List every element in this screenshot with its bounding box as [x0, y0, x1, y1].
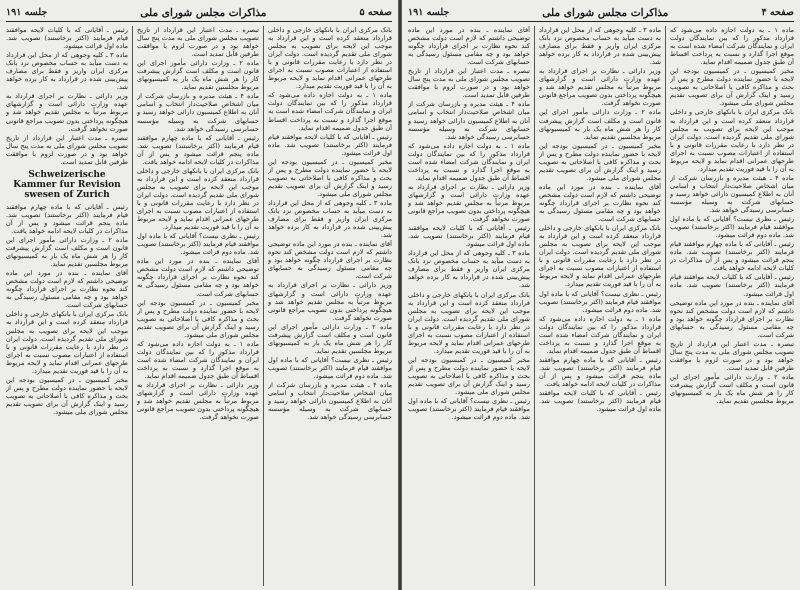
- paragraph: وزیر دارائی ـ نظارت بر اجرای قرارداد به عهده وزارت دارائی است و گزارشهای مربوط مرتباً به مجلس تقدیم خواهد شد و هیچگونه پرداختی بدون تصویب مراجع قانونی صورت نخواهد گرفت.: [539, 67, 661, 108]
- paragraph: رئیس ـ نظری نیست؟ آقایانی که با ماده اول موافقند قیام فرمایند (اکثر برخاستند) تصویب شد. ماده دوم قرائت میشود.: [539, 289, 661, 314]
- paragraph: آقای نماینده ـ بنده در مورد این ماده توضیحی داشتم که لازم است دولت مشخص کند نحوه نظارت بر اجرای قرارداد چگونه خواهد بود و چه مقامی مسئول رسیدگی به حسابهای شرکت است.: [670, 298, 794, 339]
- paragraph: رئیس ـ نظری نیست؟ آقایانی که با ماده اول موافقند قیام فرمایند (اکثر برخاستند) تصویب شد. ماده دوم قرائت میشود.: [137, 232, 259, 257]
- paragraph: وزیر دارائی ـ نظارت بر اجرای قرارداد به عهده وزارت دارائی است و گزارشهای مربوط مرتباً به مجلس تقدیم خواهد شد و هیچگونه پرداختی بدون تصویب مراجع قانونی صورت نخواهد گرفت.: [137, 381, 259, 422]
- paragraph: بانک مرکزی ایران با بانکهای خارجی و داخلی قرارداد منعقد کرده است و این قرارداد به موجب این لایحه برای تصویب به مجلس شورای ملی تقدیم گردیده است. دولت ایران در نظر دارد با رعایت مقررات قانونی و با استفاده از اعتبارات مصوب نسبت به اجرای طرحهای عمرانی اقدام نماید و لایحه مربوط به آن را با قید فوریت تقدیم میدارد.: [408, 290, 530, 355]
- paragraph: ماده ۳ ـ کلیه وجوهی که از محل این قرارداد به دست میآید به حساب مخصوص نزد بانک مرکزی ایران واریز و فقط برای مصارف پیش‌بینی شده در قرارداد به کار برده خواهد شد.: [6, 51, 128, 92]
- paragraph: ماده ۴ ـ هیئت مدیره و بازرسان شرکت از میان اشخاص صلاحیت‌دار انتخاب و اسامی آنان به اطلاع کمیسیون دارائی خواهد رسید و حسابهای شرکت به وسیله مؤسسه حسابرسی رسیدگی خواهد شد.: [137, 92, 259, 133]
- page-right: [402, 0, 800, 590]
- page-number: صفحه ۵: [359, 7, 392, 18]
- paragraph: ماده ۲ ـ وزارت دارائی مأمور اجرای این قانون است و مکلف است گزارش پیشرفت کار را هر شش ماه یک بار به کمیسیونهای مربوط مجلسین تقدیم نماید.: [268, 322, 392, 355]
- paragraph: ماده ۴ ـ هیئت مدیره و بازرسان شرکت از میان اشخاص صلاحیت‌دار انتخاب و اسامی آنان به اطلاع کمیسیون دارائی خواهد رسید و حسابهای شرکت به وسیله مؤسسه حسابرسی رسیدگی خواهد شد.: [670, 173, 794, 215]
- paragraph: رئیس ـ آقایانی که با کلیات لایحه موافقند قیام فرمایند (اکثر برخاستند) تصویب شد. ماده اول قرائت میشود.: [670, 273, 794, 298]
- page-number: صفحه ۴: [761, 7, 794, 18]
- paragraph: آقای نماینده ـ بنده در مورد این ماده توضیحی داشتم که لازم است دولت مشخص کند نحوه نظارت بر اجرای قرارداد چگونه خواهد بود و چه مقامی مسئول رسیدگی به حسابهای شرکت است.: [6, 269, 128, 310]
- column-rule: [132, 26, 133, 586]
- paragraph: بانک مرکزی ایران با بانکهای خارجی و داخلی قرارداد منعقد کرده است و این قرارداد به موجب این لایحه برای تصویب به مجلس شورای ملی تقدیم گردیده است. دولت ایران در نظر دارد با رعایت مقررات قانونی و با استفاده از اعتبارات مصوب نسبت به اجرای طرحهای عمرانی اقدام نماید و لایحه مربوط به آن را با قید فوریت تقدیم میدارد.: [6, 310, 128, 375]
- paragraph: بانک مرکزی ایران با بانکهای خارجی و داخلی قرارداد منعقد کرده است و این قرارداد به موجب این لایحه برای تصویب به مجلس شورای ملی تقدیم گردیده است. دولت ایران در نظر دارد با رعایت مقررات قانونی و با استفاده از اعتبارات مصوب نسبت به اجرای طرحهای عمرانی اقدام نماید و لایحه مربوط به آن را با قید فوریت تقدیم میدارد.: [539, 224, 661, 289]
- session-number: جلسه ۱۹۱: [6, 7, 48, 18]
- column-rule: [665, 26, 666, 586]
- paragraph: بانک مرکزی ایران با بانکهای خارجی و داخلی قرارداد منعقد کرده است و این قرارداد به موجب این لایحه برای تصویب به مجلس شورای ملی تقدیم گردیده است. دولت ایران در نظر دارد با رعایت مقررات قانونی و با استفاده از اعتبارات مصوب نسبت به اجرای طرحهای عمرانی اقدام نماید و لایحه مربوط به آن را با قید فوریت تقدیم میدارد.: [137, 166, 259, 232]
- paragraph: ماده ۳ ـ کلیه وجوهی که از محل این قرارداد به دست میآید به حساب مخصوص نزد بانک مرکزی ایران واریز و فقط برای مصارف پیش‌بینی شده در قرارداد به کار برده خواهد شد.: [539, 26, 661, 67]
- paragraph: مخبر کمیسیون ـ در کمیسیون بودجه این لایحه با حضور نماینده دولت مطرح و پس از بحث و مذاکره کافی با اصلاحاتی به تصویب رسید و اینک گزارش آن برای تصویب تقدیم مجلس شورای ملی میشود.: [408, 355, 530, 397]
- paragraph: ماده ۲ ـ وزارت دارائی مأمور اجرای این قانون است و مکلف است گزارش پیشرفت کار را هر شش ماه یک بار به کمیسیونهای مربوط مجلسین تقدیم نماید.: [6, 235, 128, 269]
- page-header-left: [6, 4, 392, 22]
- paragraph: رئیس ـ آقایانی که با کلیات لایحه موافقند قیام فرمایند (اکثر برخاستند) تصویب شد. ماده اول قرائت میشود.: [268, 132, 392, 157]
- paragraph: رئیس ـ آقایانی که با کلیات لایحه موافقند قیام فرمایند (اکثر برخاستند) تصویب شد. ماده اول قرائت میشود.: [539, 389, 661, 414]
- paragraph: آقای نماینده ـ بنده در مورد این ماده توضیحی داشتم که لازم است دولت مشخص کند نحوه نظارت بر اجرای قرارداد چگونه خواهد بود و چه مقامی مسئول رسیدگی به حسابهای شرکت است.: [268, 240, 392, 281]
- column-right: [268, 26, 392, 586]
- paragraph: آقای نماینده ـ بنده در مورد این ماده توضیحی داشتم که لازم است دولت مشخص کند نحوه نظارت بر اجرای قرارداد چگونه خواهد بود و چه مقامی مسئول رسیدگی به حسابهای شرکت است.: [408, 26, 530, 67]
- paragraph: وزیر دارائی ـ نظارت بر اجرای قرارداد به عهده وزارت دارائی است و گزارشهای مربوط مرتباً به مجلس تقدیم خواهد شد و هیچگونه پرداختی بدون تصویب مراجع قانونی صورت نخواهد گرفت.: [268, 281, 392, 322]
- paragraph: رئیس ـ آقایانی که با ماده چهارم موافقند قیام فرمایند (اکثر برخاستند) تصویب شد. ماده پنجم قرائت میشود و پس از آن مذاکرات در کلیات لایحه ادامه خواهد یافت.: [539, 355, 661, 389]
- paragraph: مخبر کمیسیون ـ در کمیسیون بودجه این لایحه با حضور نماینده دولت مطرح و پس از بحث و مذاکره کافی با اصلاحاتی به تصویب رسید و اینک گزارش آن برای تصویب تقدیم مجلس شورای ملی میشود.: [6, 375, 128, 416]
- paragraph: ماده ۲ ـ وزارت دارائی مأمور اجرای این قانون است و مکلف است گزارش پیشرفت کار را هر شش ماه یک بار به کمیسیونهای مربوط مجلسین تقدیم نماید.: [670, 372, 794, 406]
- column-rule: [263, 26, 264, 586]
- paragraph: تبصره ـ مدت اعتبار این قرارداد از تاریخ تصویب مجلس شورای ملی به مدت پنج سال خواهد بود و در صورت لزوم با موافقت طرفین قابل تمدید است.: [6, 133, 128, 166]
- paragraph: بانک مرکزی ایران با بانکهای خارجی و داخلی قرارداد منعقد کرده است و این قرارداد به موجب این لایحه برای تصویب به مجلس شورای ملی تقدیم گردیده است. دولت ایران در نظر دارد با رعایت مقررات قانونی و با استفاده از اعتبارات مصوب نسبت به اجرای طرحهای عمرانی اقدام نماید و لایحه مربوط به آن را با قید فوریت تقدیم میدارد.: [670, 108, 794, 173]
- paragraph: تبصره ـ مدت اعتبار این قرارداد از تاریخ تصویب مجلس شورای ملی به مدت پنج سال خواهد بود و در صورت لزوم با موافقت طرفین قابل تمدید است.: [408, 67, 530, 100]
- paragraph: ماده ۱ ـ به دولت اجازه داده می‌شود که قرارداد مذکور را که بین نمایندگان دولت ایران و نمایندگان شرکت امضاء شده است به موقع اجرا گذارد و نسبت به پرداخت اقساط آن طبق جدول ضمیمه اقدام نماید.: [408, 141, 530, 182]
- paragraph: وزیر دارائی ـ نظارت بر اجرای قرارداد به عهده وزارت دارائی است و گزارشهای مربوط مرتباً به مجلس تقدیم خواهد شد و هیچگونه پرداختی بدون تصویب مراجع قانونی صورت نخواهد گرفت.: [408, 182, 530, 224]
- column-right: [670, 26, 794, 586]
- column-left: [6, 26, 128, 586]
- publication-title: مذاکرات مجلس شورای ملی: [140, 6, 267, 19]
- paragraph: آقای نماینده ـ بنده در مورد این ماده توضیحی داشتم که لازم است دولت مشخص کند نحوه نظارت بر اجرای قرارداد چگونه خواهد بود و چه مقامی مسئول رسیدگی به حسابهای شرکت است.: [539, 182, 661, 224]
- paragraph: رئیس ـ آقایانی که با کلیات لایحه موافقند قیام فرمایند (اکثر برخاستند) تصویب شد. ماده اول قرائت میشود.: [408, 224, 530, 249]
- paragraph: ماده ۴ ـ هیئت مدیره و بازرسان شرکت از میان اشخاص صلاحیت‌دار انتخاب و اسامی آنان به اطلاع کمیسیون دارائی خواهد رسید و حسابهای شرکت به وسیله مؤسسه حسابرسی رسیدگی خواهد شد.: [268, 381, 392, 422]
- paragraph: رئیس ـ نظری نیست؟ آقایانی که با ماده اول موافقند قیام فرمایند (اکثر برخاستند) تصویب شد. ماده دوم قرائت میشود.: [670, 215, 794, 240]
- paragraph: وزیر دارائی ـ نظارت بر اجرای قرارداد به عهده وزارت دارائی است و گزارشهای مربوط مرتباً به مجلس تقدیم خواهد شد و هیچگونه پرداختی بدون تصویب مراجع قانونی صورت نخواهد گرفت.: [6, 92, 128, 133]
- session-number: جلسه ۱۹۱: [408, 7, 450, 18]
- paragraph: رئیس ـ آقایانی که با ماده چهارم موافقند قیام فرمایند (اکثر برخاستند) تصویب شد. ماده پنجم قرائت میشود و پس از آن مذاکرات در کلیات لایحه ادامه خواهد یافت.: [137, 133, 259, 166]
- paragraph: ماده ۱ ـ به دولت اجازه داده می‌شود که قرارداد مذکور را که بین نمایندگان دولت ایران و نمایندگان شرکت امضاء شده است به موقع اجرا گذارد و نسبت به پرداخت اقساط آن طبق جدول ضمیمه اقدام نماید.: [670, 26, 794, 67]
- paragraph: رئیس ـ نظری نیست؟ آقایانی که با ماده اول موافقند قیام فرمایند (اکثر برخاستند) تصویب شد. ماده دوم قرائت میشود.: [408, 397, 530, 422]
- paragraph: بانک مرکزی ایران با بانکهای خارجی و داخلی قرارداد منعقد کرده است و این قرارداد به موجب این لایحه برای تصویب به مجلس شورای ملی تقدیم گردیده است. دولت ایران در نظر دارد با رعایت مقررات قانونی و با استفاده از اعتبارات مصوب نسبت به اجرای طرحهای عمرانی اقدام نماید و لایحه مربوط به آن را با قید فوریت تقدیم میدارد.: [268, 26, 392, 91]
- paragraph: ماده ۲ ـ وزارت دارائی مأمور اجرای این قانون است و مکلف است گزارش پیشرفت کار را هر شش ماه یک بار به کمیسیونهای مربوط مجلسین تقدیم نماید.: [539, 108, 661, 141]
- paragraph: مخبر کمیسیون ـ در کمیسیون بودجه این لایحه با حضور نماینده دولت مطرح و پس از بحث و مذاکره کافی با اصلاحاتی به تصویب رسید و اینک گزارش آن برای تصویب تقدیم مجلس شورای ملی میشود.: [268, 157, 392, 198]
- page-header-right: [408, 4, 794, 22]
- paragraph: ماده ۳ ـ کلیه وجوهی که از محل این قرارداد به دست میآید به حساب مخصوص نزد بانک مرکزی ایران واریز و فقط برای مصارف پیش‌بینی شده در قرارداد به کار برده خواهد شد.: [268, 198, 392, 240]
- paragraph: مخبر کمیسیون ـ در کمیسیون بودجه این لایحه با حضور نماینده دولت مطرح و پس از بحث و مذاکره کافی با اصلاحاتی به تصویب رسید و اینک گزارش آن برای تصویب تقدیم مجلس شورای ملی میشود.: [137, 298, 259, 339]
- paragraph: ماده ۳ ـ کلیه وجوهی که از محل این قرارداد به دست میآید به حساب مخصوص نزد بانک مرکزی ایران واریز و فقط برای مصارف پیش‌بینی شده در قرارداد به کار برده خواهد شد.: [408, 249, 530, 290]
- paragraph: ماده ۱ ـ به دولت اجازه داده می‌شود که قرارداد مذکور را که بین نمایندگان دولت ایران و نمایندگان شرکت امضاء شده است به موقع اجرا گذارد و نسبت به پرداخت اقساط آن طبق جدول ضمیمه اقدام نماید.: [137, 339, 259, 380]
- paragraph: ماده ۲ ـ وزارت دارائی مأمور اجرای این قانون است و مکلف است گزارش پیشرفت کار را هر شش ماه یک بار به کمیسیونهای مربوط مجلسین تقدیم نماید.: [137, 59, 259, 92]
- paragraph: ماده ۱ ـ به دولت اجازه داده می‌شود که قرارداد مذکور را که بین نمایندگان دولت ایران و نمایندگان شرکت امضاء شده است به موقع اجرا گذارد و نسبت به پرداخت اقساط آن طبق جدول ضمیمه اقدام نماید.: [268, 91, 392, 132]
- paragraph: آقای نماینده ـ بنده در مورد این ماده توضیحی داشتم که لازم است دولت مشخص کند نحوه نظارت بر اجرای قرارداد چگونه خواهد بود و چه مقامی مسئول رسیدگی به حسابهای شرکت است.: [137, 257, 259, 298]
- page-left: [0, 0, 398, 590]
- paragraph: مخبر کمیسیون ـ در کمیسیون بودجه این لایحه با حضور نماینده دولت مطرح و پس از بحث و مذاکره کافی با اصلاحاتی به تصویب رسید و اینک گزارش آن برای تصویب تقدیم مجلس شورای ملی میشود.: [670, 67, 794, 108]
- paragraph: رئیس ـ آقایانی که با کلیات لایحه موافقند قیام فرمایند (اکثر برخاستند) تصویب شد. ماده اول قرائت میشود.: [6, 26, 128, 51]
- latin-heading: Schweizerische Kammer fur Revision swesen of Zurich: [13, 169, 121, 200]
- paragraph: مخبر کمیسیون ـ در کمیسیون بودجه این لایحه با حضور نماینده دولت مطرح و پس از بحث و مذاکره کافی با اصلاحاتی به تصویب رسید و اینک گزارش آن برای تصویب تقدیم مجلس شورای ملی میشود.: [539, 141, 661, 182]
- paragraph: ماده ۱ ـ به دولت اجازه داده می‌شود که قرارداد مذکور را که بین نمایندگان دولت ایران و نمایندگان شرکت امضاء شده است به موقع اجرا گذارد و نسبت به پرداخت اقساط آن طبق جدول ضمیمه اقدام نماید.: [539, 314, 661, 355]
- paragraph: رئیس ـ آقایانی که با ماده چهارم موافقند قیام فرمایند (اکثر برخاستند) تصویب شد. ماده پنجم قرائت میشود و پس از آن مذاکرات در کلیات لایحه ادامه خواهد یافت.: [670, 240, 794, 273]
- column-rule: [534, 26, 535, 586]
- paragraph: تبصره ـ مدت اعتبار این قرارداد از تاریخ تصویب مجلس شورای ملی به مدت پنج سال خواهد بود و در صورت لزوم با موافقت طرفین قابل تمدید است.: [137, 26, 259, 59]
- paragraph: تبصره ـ مدت اعتبار این قرارداد از تاریخ تصویب مجلس شورای ملی به مدت پنج سال خواهد بود و در صورت لزوم با موافقت طرفین قابل تمدید است.: [670, 339, 794, 372]
- publication-title: مذاکرات مجلس شورای ملی: [542, 6, 669, 19]
- column-left: [408, 26, 530, 586]
- paragraph: ماده ۴ ـ هیئت مدیره و بازرسان شرکت از میان اشخاص صلاحیت‌دار انتخاب و اسامی آنان به اطلاع کمیسیون دارائی خواهد رسید و حسابهای شرکت به وسیله مؤسسه حسابرسی رسیدگی خواهد شد.: [408, 100, 530, 141]
- column-middle: [539, 26, 661, 586]
- paragraph: رئیس ـ نظری نیست؟ آقایانی که با ماده اول موافقند قیام فرمایند (اکثر برخاستند) تصویب شد. ماده دوم قرائت میشود.: [268, 355, 392, 380]
- column-middle: [137, 26, 259, 586]
- paragraph: رئیس ـ آقایانی که با ماده چهارم موافقند قیام فرمایند (اکثر برخاستند) تصویب شد. ماده پنجم قرائت میشود و پس از آن مذاکرات در کلیات لایحه ادامه خواهد یافت.: [6, 202, 128, 235]
